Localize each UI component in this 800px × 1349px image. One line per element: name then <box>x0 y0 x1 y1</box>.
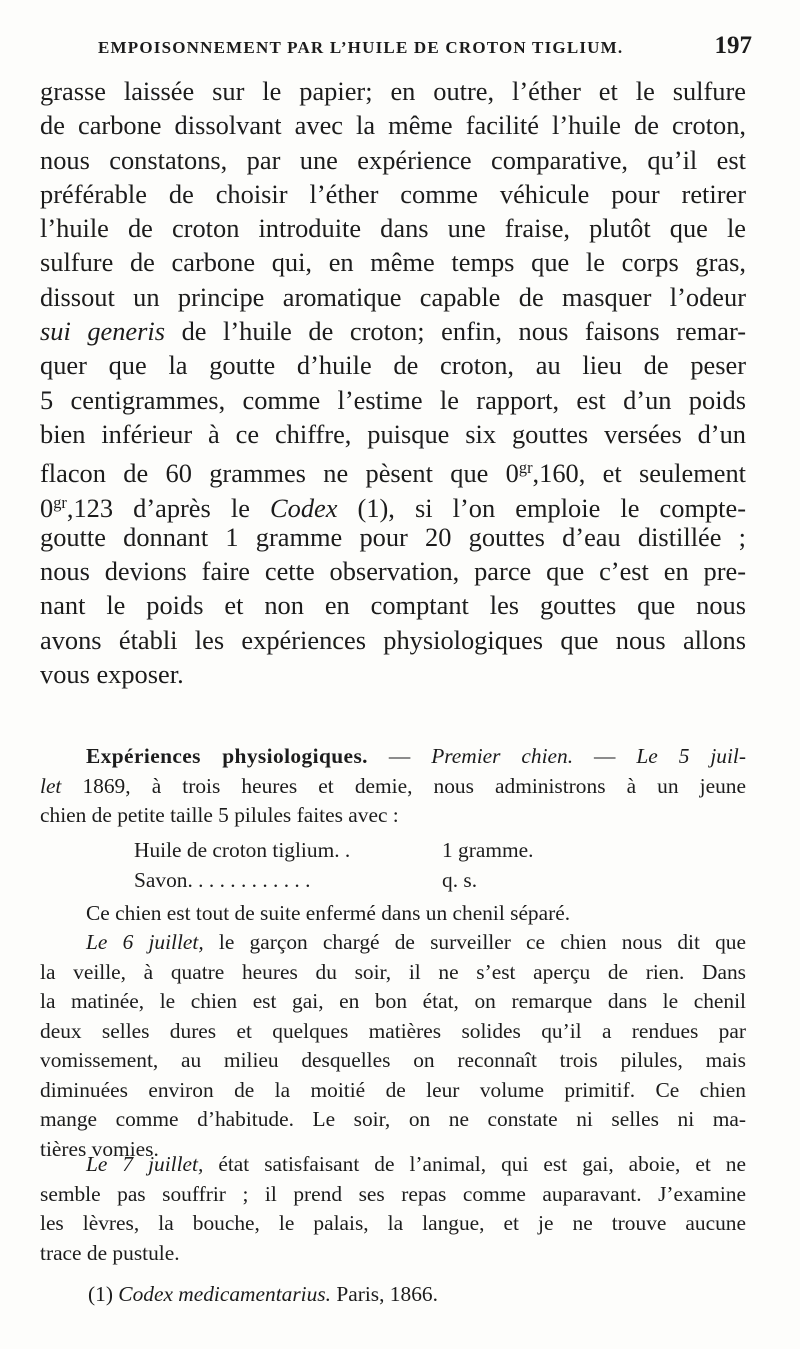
footnote-text: Paris, 1866. <box>330 1282 438 1306</box>
text-line: bien inférieur à ce chiffre, puisque six gouttes versées d’un <box>40 418 746 449</box>
paragraph-july-7 <box>40 1150 746 1268</box>
footnote <box>88 1282 438 1307</box>
text-line: mange comme d’habitude. Le soir, on ne constate ni selles ni ma- <box>40 1107 746 1131</box>
text-fragment: ,160, et seulement <box>532 458 747 489</box>
text-line: diminuées environ de la moitié de leur volume primitif. Ce chien <box>40 1077 746 1102</box>
text-fragment: état satisfaisant de l’animal, qui est gai, aboie, et ne <box>203 1152 746 1176</box>
superscript: gr <box>518 458 533 478</box>
text-line: nous constatons, par une expérience comparative, qu’il est <box>40 144 746 175</box>
text-line: sulfure de carbone qui, en même temps que le corps gras, <box>40 247 746 278</box>
subheading-italic: Premier chien. <box>431 744 574 768</box>
ingredient-quantity: q. s. <box>442 867 478 892</box>
date-italic: Le 5 juil- <box>636 744 746 768</box>
page-header <box>40 34 752 64</box>
text-line: trace de pustule. <box>40 1240 180 1265</box>
text-line: goutte donnant 1 gramme pour 20 gouttes d’eau distillée ; <box>40 521 746 552</box>
text-fragment: 1869, à trois heures et demie, nous administrons à un jeune <box>61 773 746 798</box>
text-line: la veille, à quatre heures du soir, il ne s’est aperçu de rien. Dans <box>40 959 746 984</box>
ingredient-name: Huile de croton tiglium. . <box>134 838 351 862</box>
text-fragment: ,123 d’après le <box>66 492 271 523</box>
text-fragment: — <box>367 744 432 768</box>
text-line: grasse laissée sur le papier; en outre, l’éther et le sulfure <box>40 76 746 106</box>
latin-phrase: sui generis <box>40 316 166 347</box>
superscript: gr <box>53 492 67 512</box>
running-title: EMPOISONNEMENT PAR L’HUILE DE CROTON TIGLIUM. <box>98 38 624 57</box>
footnote-marker: (1) <box>88 1282 119 1306</box>
date-italic: Le 6 juillet, <box>86 930 204 954</box>
text-line: l’huile de croton introduite dans une fraise, plutôt que le <box>40 213 746 244</box>
text-line: nant le poids et non en comptant les gouttes que nous <box>40 590 746 621</box>
text-fragment: le garçon chargé de surveiller ce chien nous dit que <box>203 930 746 954</box>
text-line <box>40 742 746 772</box>
text-line: vomissement, au milieu desquelles on reconnaît trois pilules, mais <box>40 1048 746 1072</box>
text-line: quer que la goutte d’huile de croton, au lieu de peser <box>40 350 746 381</box>
page-number: 197 <box>714 32 752 59</box>
codex-italic: Codex <box>270 492 338 523</box>
text-fragment: flacon de 60 grammes ne pèsent que 0 <box>40 458 519 489</box>
text-fragment: 0 <box>40 492 54 523</box>
text-line <box>40 451 747 489</box>
text-line: Ce chien est tout de suite enfermé dans un chenil séparé. <box>86 901 571 925</box>
text-fragment: de l’huile de croton; enfin, nous faisons remar- <box>165 316 746 347</box>
text-line: semble pas souffrir ; il prend ses repas comme auparavant. J’examine <box>40 1181 746 1206</box>
text-line: la matinée, le chien est gai, en bon état, on remarque dans le chenil <box>40 989 746 1013</box>
ingredient-name: Savon. . . . . . . . . . . . <box>134 867 311 892</box>
paragraph-kennel <box>40 899 746 929</box>
text-line: vous exposer. <box>40 659 184 690</box>
text-fragment: — <box>573 744 637 768</box>
paragraph-intro <box>40 74 746 691</box>
footnote-title: Codex medicamentarius. <box>118 1282 331 1306</box>
date-italic: Le 7 juillet, <box>86 1152 204 1176</box>
text-line: préférable de choisir l’éther comme véhicule pour retirer <box>40 178 746 209</box>
formula-row <box>134 836 594 866</box>
text-line: les lèvres, la bouche, le palais, la langue, et je ne trouve aucune <box>40 1211 746 1235</box>
text-line: dissout un principe aromatique capable de masquer l’odeur <box>40 281 746 312</box>
text-line: nous devions faire cette observation, parce que c’est en pre- <box>40 556 746 587</box>
text-line <box>40 486 746 523</box>
text-line: deux selles dures et quelques matières solides qu’il a rendues par <box>40 1018 746 1043</box>
text-line <box>40 772 746 802</box>
text-line <box>40 928 746 958</box>
text-line <box>40 1150 746 1180</box>
text-line <box>40 314 746 348</box>
recipe-formula <box>134 836 594 895</box>
text-line: de carbone dissolvant avec la même facilité l’huile de croton, <box>40 110 746 141</box>
formula-row <box>134 866 594 896</box>
text-line: 5 centigrammes, comme l’estime le rapport, est d’un poids <box>40 384 746 415</box>
section-heading: Expériences physiologiques. <box>86 744 368 768</box>
date-italic: let <box>40 773 62 798</box>
text-line: tières vomies. <box>40 1136 159 1161</box>
section-experiments <box>40 742 746 831</box>
ingredient-quantity: 1 gramme. <box>442 838 534 862</box>
text-line: chien de petite taille 5 pilules faites avec : <box>40 803 399 827</box>
paragraph-july-6 <box>40 928 746 1164</box>
text-line: avons établi les expériences physiologiques que nous allons <box>40 624 746 655</box>
text-fragment: (1), si l’on emploie le compte- <box>337 492 746 523</box>
